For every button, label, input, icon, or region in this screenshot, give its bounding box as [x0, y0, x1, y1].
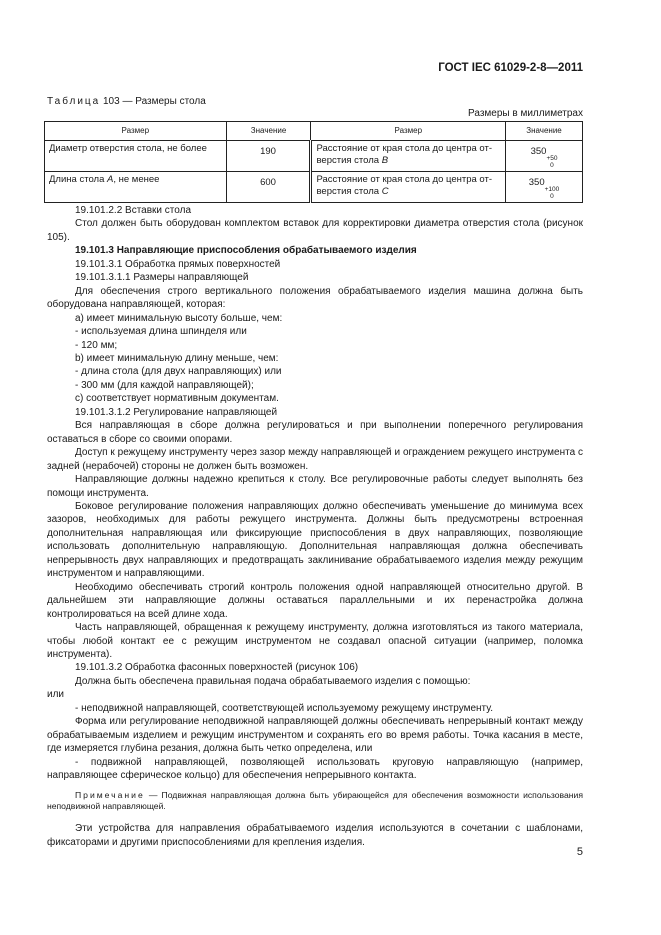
paragraph: Направляющие должны надежно крепиться к столу. Все регулировочные работы следует выполнять без помощи инструмента. [47, 474, 583, 499]
list-item: - используемая длина шпинделя или [75, 326, 247, 338]
section-heading: 19.101.3 Направляющие приспособления обрабатываемого изделия [75, 245, 417, 257]
paragraph: Форма или регулирование неподвижной направляющей должны обеспечивать непрерывный контакт между обрабатываемым изделием и режущим инструментом и сохранять его во время работы. Точка касания в месте, где измеряется глубина резания, должна быть четко определена, или [47, 716, 583, 755]
clause-heading: 19.101.2.2 Вставки стола [75, 205, 192, 216]
clause-heading: 19.101.3.1 Обработка прямых поверхностей [75, 258, 281, 270]
cell-value-left: 190 [226, 141, 311, 172]
page-number: 5 [576, 846, 583, 858]
paragraph: Эти устройства для направления обрабатываемого изделия используются в сочетании с шаблонами, фиксаторами и другими приспособлениями для крепления изделия. [47, 823, 583, 848]
cell-size-left: Диаметр отверстия стола, не более [45, 141, 227, 172]
paragraph: Для обеспечения строго вертикального положения обрабатываемого изделия машина должна быть оборудована направляющей, которая: [47, 285, 583, 311]
paragraph: Необходимо обеспечивать строгий контроль положения одной направляющей относительно другой. В дальнейшем эти направляющие должны оставаться параллельными и их перенастройка должна контролироваться на всей длине хода. [47, 581, 583, 620]
table-caption [47, 96, 206, 107]
variable-a: A [107, 174, 114, 185]
list-item: а) имеет минимальную высоту больше, чем: [75, 312, 283, 324]
list-item: - 120 мм; [75, 339, 118, 351]
note-text: — Подвижная направляющая должна быть убирающейся для обеспечения возможности использования неподвижной направляющей. [47, 790, 583, 812]
table-row [45, 172, 583, 203]
paragraph: Стол должен быть оборудован комплектом вставок для корректировки диаметра отверстия стола (рисунок 105). [47, 218, 583, 243]
table-header-row [45, 122, 583, 141]
cell-text: верстия стола [316, 186, 382, 197]
body-text [47, 204, 583, 849]
paragraph: Вся направляющая в сборе должна регулироваться и при выполнении поперечного регулирования оставаться в сборе со своими опорами. [47, 420, 583, 445]
tolerance [545, 186, 560, 200]
variable-b: B [381, 155, 389, 166]
clause-heading: 19.101.3.2 Обработка фасонных поверхностей (рисунок 106) [75, 662, 359, 674]
tolerance [546, 155, 557, 169]
dimensions-table [44, 121, 583, 203]
clause-heading: 19.101.3.1.2 Регулирование направляющей [75, 406, 278, 418]
tolerance-lower: 0 [550, 162, 554, 169]
header-value-right: Значение [506, 122, 583, 141]
cell-text: Длина стола [49, 174, 107, 185]
table-caption-title: 103 — Размеры стола [100, 96, 206, 107]
header-size-right: Размер [311, 122, 506, 141]
cell-size-right [311, 172, 506, 203]
cell-value-right [506, 172, 583, 203]
header-value-left: Значение [226, 122, 311, 141]
header-size-left: Размер [45, 122, 227, 141]
list-item: - неподвижной направляющей, соответствующей используемому режущему инструменту. [75, 702, 494, 714]
cell-text: Расстояние от края стола до центра от- [316, 143, 493, 154]
table-row [45, 141, 583, 172]
cell-text: Расстояние от края стола до центра от- [316, 174, 493, 185]
document-header: ГОСТ IEC 61029-2-8—2011 [438, 62, 583, 74]
tolerance-upper: +50 [546, 155, 558, 162]
variable-c: C [381, 186, 389, 197]
list-item: - подвижной направляющей, позволяющей использовать круговую направляющую (например, направляющее сферическое кольцо) для обеспечения непрерывного контакта. [47, 756, 583, 782]
cell-size-right [311, 141, 506, 172]
cell-text: верстия стола [316, 155, 382, 166]
cell-value-right [506, 141, 583, 172]
tolerance-lower: 0 [550, 193, 554, 200]
paragraph: Боковое регулирование положения направляющих должно обеспечивать уменьшение до минимума всех зазоров, необходимых для работы режущего инструмента. Должны быть предусмотрены встроенная дополнительная направляющая или фиксирующие приспособления в двух направляющих, позволяющие использовать дополнительную направляющую. Дополнительная направляющая должна обеспечивать непрерывность двух направляющих и предотвращать заклинивание обрабатываемого изделия между режущим инструментом и направляющими. [47, 500, 583, 580]
cell-value-left: 600 [226, 172, 311, 203]
note [47, 790, 583, 812]
list-item: b) имеет минимальную длину меньше, чем: [75, 352, 279, 364]
paragraph: Часть направляющей, обращенная к режущему инструменту, должна изготовляться из такого материала, чтобы любой контакт ее с режущим инструментом не создавал опасной ситуации (например, поломка инструмента). [47, 622, 583, 660]
clause-heading: 19.101.3.1.1 Размеры направляющей [75, 272, 249, 284]
cell-size-left [45, 172, 227, 203]
note-label: Примечание [75, 790, 145, 801]
table-units-note: Размеры в миллиметрах [468, 108, 583, 119]
tolerance-upper: +100 [544, 186, 560, 193]
value-base: 350 [530, 146, 547, 157]
paragraph: Должна быть обеспечена правильная подача обрабатываемого изделия с помощью: [75, 675, 471, 687]
paragraph: Доступ к режущему инструменту через зазор между направляющей и ограждением режущего инструмента с задней (нерабочей) стороны не должен быть возможен. [47, 447, 583, 472]
list-item: c) соответствует нормативным документам. [75, 393, 279, 405]
list-item: - 300 мм (для каждой направляющей); [75, 379, 254, 391]
list-item: - длина стола (для двух направляющих) или [75, 366, 282, 378]
cell-text: , не менее [113, 174, 160, 185]
table-caption-label: Таблица [47, 96, 101, 107]
value-base: 350 [528, 177, 545, 188]
paragraph: или [47, 689, 65, 701]
